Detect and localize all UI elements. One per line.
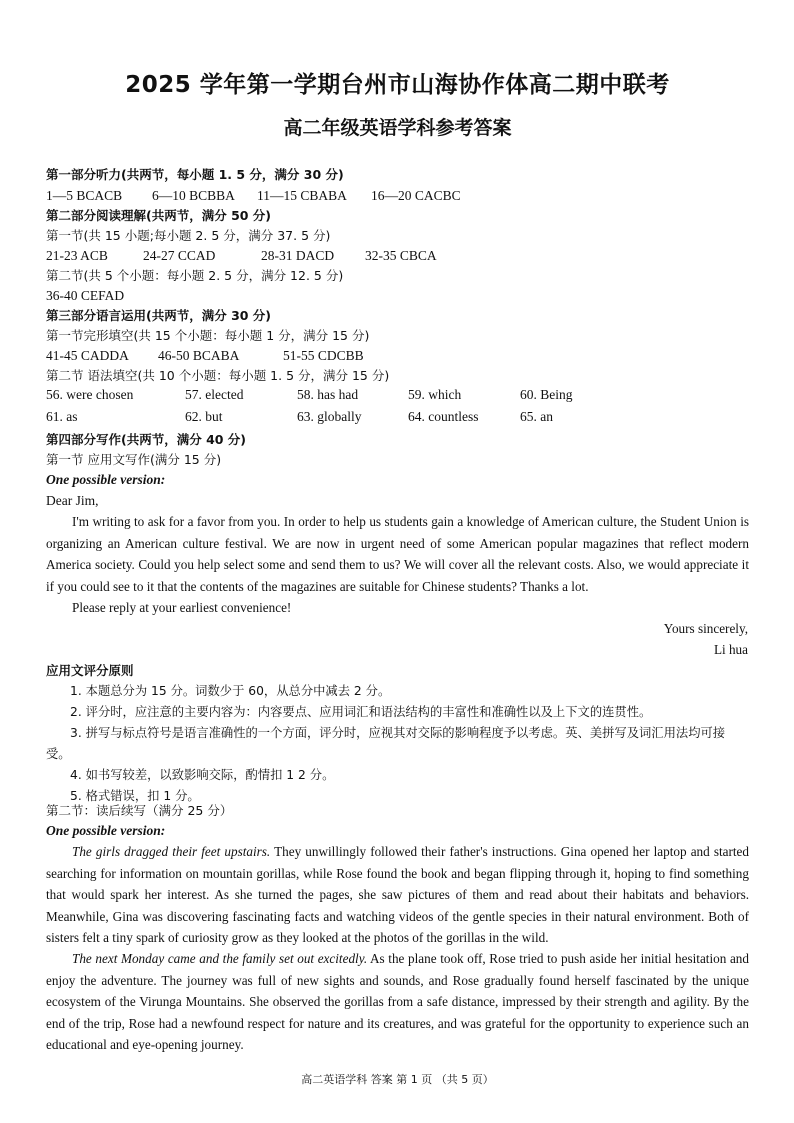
page-subtitle: 高二年级英语学科参考答案 bbox=[283, 117, 512, 139]
answer-group: 36-40 CEFAD bbox=[46, 288, 125, 303]
answer-group: 32-35 CBCA bbox=[365, 248, 437, 263]
answer-group: 16—20 CACBC bbox=[371, 188, 461, 203]
part1-heading: 第一部分听力(共两节，每小题 1. 5 分，满分 30 分) bbox=[46, 167, 344, 182]
grammar-answer: 64. countless bbox=[408, 409, 479, 424]
story-paragraph bbox=[46, 841, 749, 949]
version-label: One possible version: bbox=[46, 823, 166, 838]
rule-item: 2. 评分时，应注意的主要内容为：内容要点、应用词汇和语法结构的丰富性和准确性以及上下文的连贯性。 bbox=[70, 705, 652, 719]
rule-item: 4. 如书写较差，以致影响交际，酌情扣 1 2 分。 bbox=[70, 768, 335, 782]
rule-item: 1. 本题总分为 15 分。词数少于 60，从总分中减去 2 分。 bbox=[70, 684, 391, 698]
part3-section1: 第一节完形填空(共 15 个小题：每小题 1 分，满分 15 分) bbox=[46, 328, 370, 343]
grammar-answer: 63. globally bbox=[297, 409, 362, 424]
page-title: 2025 学年第一学期台州市山海协作体高二期中联考 bbox=[125, 72, 670, 98]
story-text: As the plane took off, Rose tried to push aside her initial hesitation and enjoy the adventure. The journey was full of new sights and sounds, and Rose gradually found herself fascinated by the unique ecosystem of the Virunga Mountains. She observed the gorillas from a safe distance, impressed by their strength and agility. By the end of the trip, Rose had a newfound respect for nature and its creatures, and was grateful for the opportunity to experience such an educational and eye-opening journey. bbox=[46, 951, 749, 1052]
answer-group: 11—15 CBABA bbox=[257, 188, 347, 203]
answer-group: 24-27 CCAD bbox=[143, 248, 216, 263]
part2-heading: 第二部分阅读理解(共两节，满分 50 分) bbox=[46, 208, 272, 223]
story-lead-sentence: The girls dragged their feet upstairs. bbox=[72, 844, 271, 859]
rule-item: 3. 拼写与标点符号是语言准确性的一个方面，评分时，应视其对交际的影响程度予以考虑。英、美拼写及词汇用法均可接受。 bbox=[46, 726, 726, 761]
rule-item: 5. 格式错误，扣 1 分。 bbox=[70, 789, 200, 803]
grammar-answer: 60. Being bbox=[520, 387, 573, 402]
answer-group: 28-31 DACD bbox=[261, 248, 335, 263]
grammar-answer: 65. an bbox=[520, 409, 553, 424]
rules-heading: 应用文评分原则 bbox=[46, 663, 134, 678]
part4-section1: 第一节 应用文写作(满分 15 分) bbox=[46, 452, 222, 467]
story-text: They unwillingly followed their father's instructions. Gina opened her laptop and started searching for information on mountain gorillas, while Rose found the book and began flipping through it, hoping to find something that would spark her interest. As she turned the pages, she saw pictures of them and read about their habitats and behaviors. Meanwhile, Gina was discovering fascinating facts and watching videos of the gentle species in their natural environment. Both of sisters felt a tiny spark of curiosity grow as they looked at the photos of the gorillas in the wild. bbox=[46, 844, 749, 945]
letter-paragraph: I'm writing to ask for a favor from you. In order to help us students gain a knowledge of American culture, the Student Union is organizing an American culture festival. We are now in urgent need of some American popular magazines that reflect modern America society. Could you help select some and send them to us? We will cover all the relevant costs. Also, we would appreciate it if you could see to it that the contents of the magazines are suitable for Chinese students? Thanks a lot. bbox=[46, 514, 749, 594]
answer-group: 6—10 BCBBA bbox=[152, 188, 235, 203]
answer-group: 41-45 CADDA bbox=[46, 348, 129, 363]
grammar-answer: 62. but bbox=[185, 409, 223, 424]
page-footer: 高二英语学科 答案 第 1 页 （共 5 页） bbox=[301, 1073, 494, 1086]
part2-section2: 第二节(共 5 个小题：每小题 2. 5 分，满分 12. 5 分) bbox=[46, 268, 344, 283]
letter-greeting: Dear Jim, bbox=[46, 493, 99, 508]
story-paragraph bbox=[46, 948, 749, 1056]
grammar-answer: 61. as bbox=[46, 409, 78, 424]
grammar-answer: 57. elected bbox=[185, 387, 244, 402]
part4-heading: 第四部分写作(共两节，满分 40 分) bbox=[46, 432, 247, 447]
answer-group: 51-55 CDCBB bbox=[283, 348, 364, 363]
answer-group: 21-23 ACB bbox=[46, 248, 108, 263]
answer-group: 1—5 BCACB bbox=[46, 188, 123, 203]
letter-paragraph: Please reply at your earliest convenience! bbox=[72, 600, 292, 615]
grammar-answer: 59. which bbox=[408, 387, 462, 402]
part3-heading: 第三部分语言运用(共两节，满分 30 分) bbox=[46, 308, 272, 323]
version-label: One possible version: bbox=[46, 472, 166, 487]
letter-closing: Yours sincerely, bbox=[663, 621, 748, 636]
answer-group: 46-50 BCABA bbox=[158, 348, 240, 363]
part2-section1: 第一节(共 15 小题;每小题 2. 5 分，满分 37. 5 分) bbox=[46, 228, 331, 243]
part3-section2: 第二节 语法填空(共 10 个小题：每小题 1. 5 分，满分 15 分) bbox=[46, 368, 390, 383]
letter-signature: Li hua bbox=[713, 642, 748, 657]
part4-section2: 第二节：读后续写（满分 25 分） bbox=[46, 803, 233, 818]
story-lead-sentence: The next Monday came and the family set out excitedly. bbox=[72, 951, 368, 966]
grammar-answer: 58. has had bbox=[297, 387, 359, 402]
grammar-answer: 56. were chosen bbox=[46, 387, 134, 402]
